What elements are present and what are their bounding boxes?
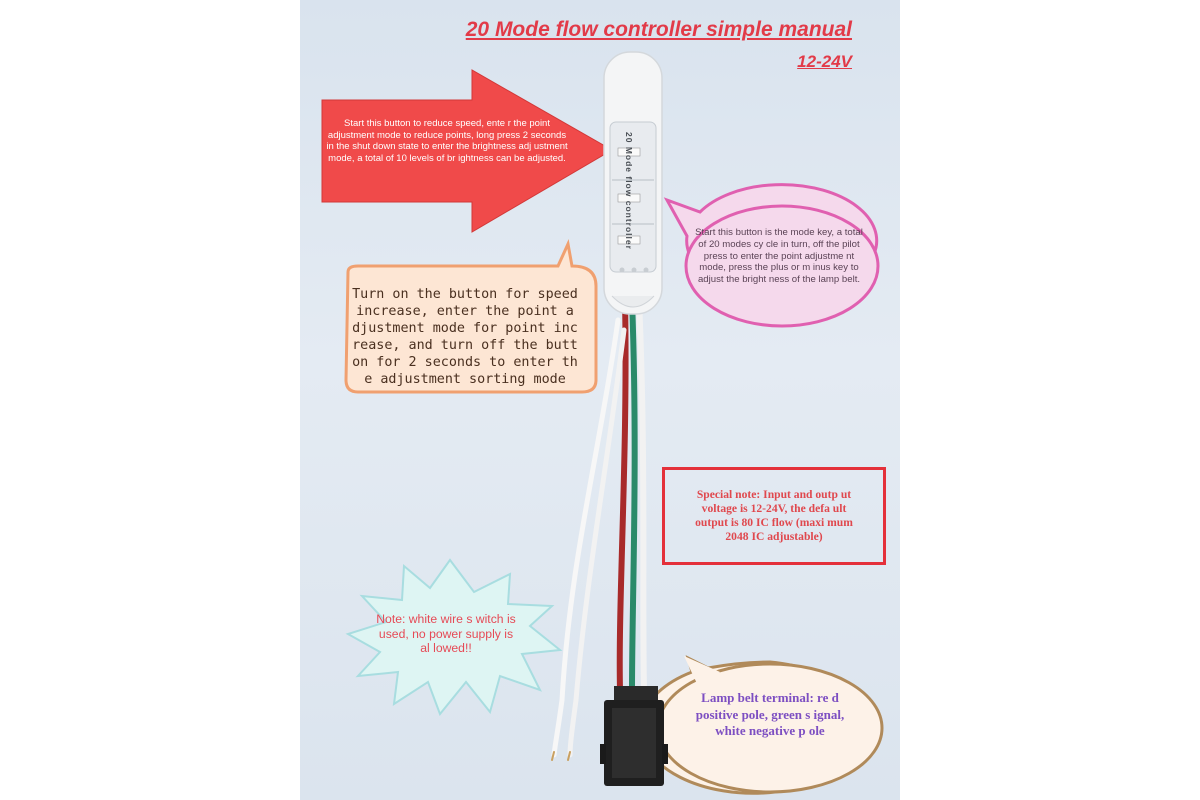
orange-bubble-text: Turn on the button for speed increase, enter the point a djustment mode for point inc rease, and turn off the butt on for 2 seconds to enter th e adjustment sorting mode xyxy=(352,287,578,387)
special-note-box xyxy=(662,467,886,565)
lamp-connector xyxy=(600,686,668,786)
white-wire-note-text: Note: white wire s witch is used, no power supply is al lowed!! xyxy=(376,612,516,655)
special-note-text: Special note: Input and outp ut voltage is 12-24V, the defa ult output is 80 IC flow (maxi mum 2048 IC adjustable) xyxy=(695,488,853,543)
pink-bubble-text: Start this button is the mode key, a total of 20 modes cy cle in turn, off the pilot press to enter the point adjustme nt mode, press the plus or m inus key to adjust the bright ness of the lamp belt. xyxy=(695,227,863,286)
device-label: 20 Mode flow controller xyxy=(624,132,634,250)
voltage-label: 12-24V xyxy=(797,52,852,71)
red-arrow-text: Start this button to reduce speed, ente r the point adjustment mode to reduce points, long press 2 seconds in the shut down state to enter the brightness adj ustment mode, a total of 10 levels of br ightness can be adjusted. xyxy=(326,118,568,164)
manual-sheet xyxy=(300,0,900,800)
lamp-terminal-text: Lamp belt terminal: re d positive pole, green s ignal, white negative p ole xyxy=(695,690,845,738)
page-title: 20 Mode flow controller simple manual xyxy=(465,18,852,41)
